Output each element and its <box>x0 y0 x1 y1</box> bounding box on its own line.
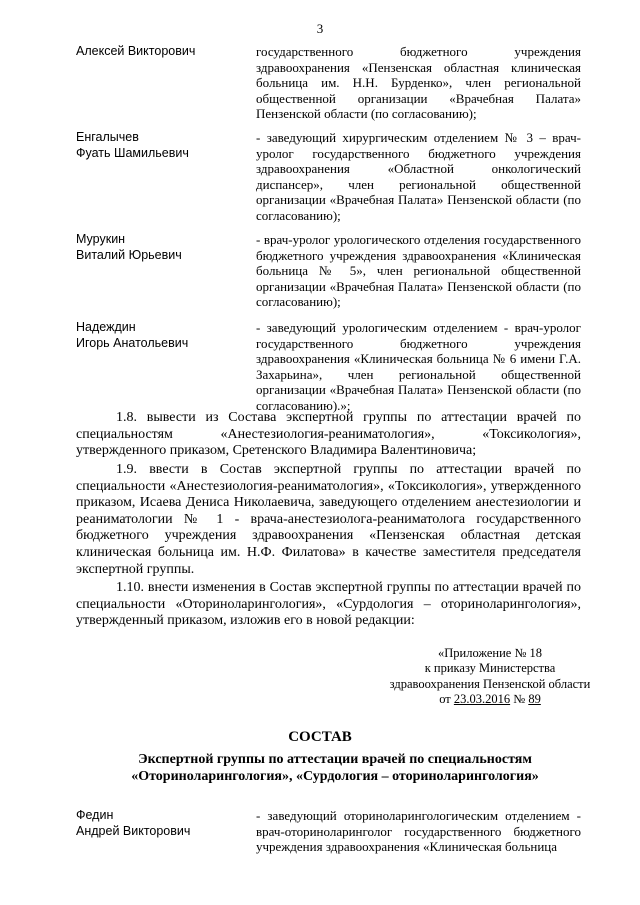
appendix-date-prefix: от <box>439 691 454 706</box>
appendix-block <box>385 646 595 707</box>
appendix-line: «Приложение № 18 <box>437 646 543 660</box>
section-subtitle <box>100 751 570 785</box>
member-name-line: Фуать Шамильевич <box>76 145 189 160</box>
member-description: - врач-уролог урологического отделения государственного бюджетного учреждения здравоохранения «Клиническая больница № 5», член региональной общественной организации «Врачебная Палата» Пензенской области (по согласованию); <box>256 232 581 310</box>
order-date: 23.03.2016 <box>453 691 511 706</box>
appendix-line: здравоохранения Пензенской области <box>389 676 591 691</box>
member-name-line: Игорь Анатольевич <box>76 335 189 350</box>
paragraph-1-10: 1.10. внести изменения в Состав экспертной группы по аттестации врачей по специальности «Оториноларингология», «Сурдология – оториноларингология», утвержденный приказом, изложив его в новой редакции: <box>76 580 581 629</box>
member-name-line: Виталий Юрьевич <box>76 247 182 262</box>
section-title: СОСТАВ <box>288 729 352 745</box>
subtitle-line: «Оториноларингология», «Сурдология – оториноларингология» <box>131 769 539 784</box>
member-description: - заведующий хирургическим отделением № 3 – врач-уролог государственного бюджетного учреждения здравоохранения «Областной онкологический диспансер», член региональной общественной организации «Врачебная Палата» Пензенской области (по согласованию); <box>256 130 581 223</box>
paragraph-1-9: 1.9. ввести в Состав экспертной группы по аттестации врачей по специальности «Анестезиология-реаниматология», «Токсикология», утвержденного приказом, Исаева Дениса Николаевича, заведующего отделением анестезиологии и реаниматологии № 1 - врача-анестезиолога-реаниматолога государственного бюджетного учреждения здравоохранения «Пензенская областная детская клиническая больница им. Н.Ф. Филатова» в качестве заместителя председателя экспертной группы. <box>76 462 581 577</box>
member-description: - заведующий оториноларингологическим отделением - врач-оториноларинголог государственного бюджетного учреждения здравоохранения «Клиническая больница <box>256 808 581 855</box>
member-name-line: Енгалычев <box>76 130 139 144</box>
appendix-line: к приказу Министерства <box>424 661 556 676</box>
number-sign: № <box>510 691 529 706</box>
member-name-line: Алексей Викторович <box>76 44 196 58</box>
member-name <box>76 44 246 60</box>
member-name-line: Надеждин <box>76 320 136 334</box>
subtitle-line: Экспертной группы по аттестации врачей по специальностям <box>138 752 532 767</box>
member-description: государственного бюджетного учреждения здравоохранения «Пензенская областная клиническая больница им. Н.Н. Бурденко», член региональной общественной организации «Врачебная Палата» Пензенской области (по согласованию); <box>256 44 581 122</box>
page-number: 3 <box>316 21 324 36</box>
member-name <box>76 232 246 263</box>
member-name-line: Федин <box>76 808 114 822</box>
member-description: - заведующий урологическим отделением - врач-уролог государственного бюджетного учреждения здравоохранения «Клиническая больница № 6 имени Г.А. Захарьина», член региональной общественной организации «Врачебная Палата» Пензенской области (по согласованию).»; <box>256 320 581 413</box>
appendix-date-line <box>385 692 595 707</box>
member-name <box>76 130 246 161</box>
order-number: 89 <box>528 691 541 706</box>
member-name <box>76 320 246 351</box>
paragraph-1-8: 1.8. вывести из Состава экспертной группы по аттестации врачей по специальностям «Анестезиология-реаниматология», «Токсикология», утвержденного приказом, Сретенского Владимира Валентиновича; <box>76 410 581 459</box>
member-name-line: Андрей Викторович <box>76 823 191 838</box>
member-name <box>76 808 246 839</box>
member-name-line: Мурукин <box>76 232 126 246</box>
